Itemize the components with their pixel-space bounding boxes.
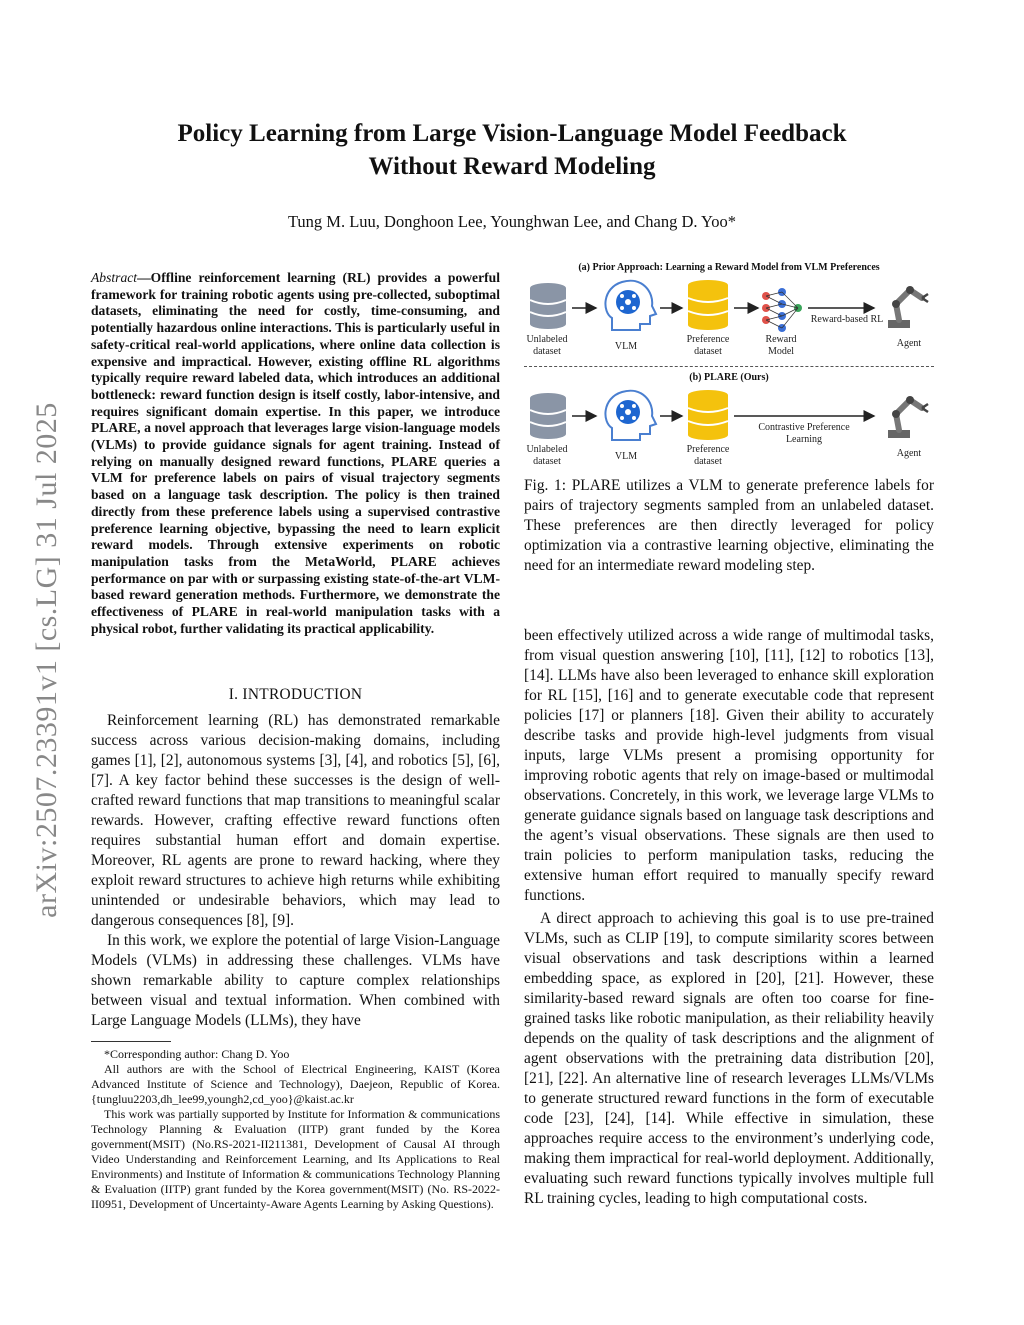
abstract-label: Abstract: [91, 270, 138, 285]
footnote-funding: This work was partially supported by Institute for Information & communications Technology Planning & Evaluation (IITP) grant funded by the Korea government(MSIT) (No.RS-2021-II211381, Development of Causal AI through Video Understanding and Reinforcement Learning, and Its Applications to Real Environments) and Institute of Information & communications Technology Planning & Evaluation (IITP) grant funded by the Korea government(MSIT) (No. RS-2022-II0951, Development of Uncertainty-Aware Agents Learning by Asking Questions).: [91, 1107, 500, 1211]
intro-paragraph-2: In this work, we explore the potential of large Vision-Language Models (VLMs) in addressing these challenges. VLMs have shown remarkable ability to capture complex relationships between visual and textual information. When combined with Large Language Models (LLMs), they have: [91, 932, 500, 1029]
label-vlm-b: VLM: [614, 451, 638, 462]
section-heading-introduction: I. INTRODUCTION: [228, 686, 363, 703]
footnotes: [91, 1047, 500, 1212]
footnote-corresponding: *Corresponding author: Chang D. Yoo: [104, 1047, 290, 1061]
abstract: [91, 270, 500, 637]
robot-arm-icon: [888, 286, 928, 328]
figure-1: [524, 258, 934, 473]
intro-column-left: [91, 711, 500, 1031]
arxiv-identifier: [32, 375, 62, 945]
paper-title: [100, 117, 924, 183]
label-reward-model: Reward Model: [765, 334, 797, 357]
right-paragraph-2: A direct approach to achieving this goal is to use pre-trained VLMs, such as CLIP [19], to compute similarity scores between visual observations and task descriptions within a learned embedding space, as explored in [20], [21]. However, these similarity-based reward signals are often too coarse for fine-grained tasks like robotic manipulation, as their reliability heavily depends on the quality of task descriptions and the alignment of agent observations with the pretraining data distribution [20], [21], [22]. An alternative line of research leverages LLMs/VLMs to generate structured reward functions in the form of executable code [23], [24], [14]. While effective in simulation, these approaches require access to the environment’s underlying code, making them impractical for real-world deployment. Additionally, evaluating such reward functions typically involves multiple full RL training cycles, leading to high computational costs.: [524, 910, 934, 1207]
intro-paragraph-1: Reinforcement learning (RL) has demonstrated remarkable success across various decision-making domains, including games [1], [2], autonomous systems [3], [4], and robotics [5], [6], [7]. A key factor behind these successes is the design of well-crafted reward functions that map transitions to meaningful scalar rewards. However, crafting effective reward functions often requires substantial human effort and domain expertise. Moreover, RL agents are prone to reward hacking, where they exploit reward structures to achieve high returns while exhibiting unintended or undesirable behaviors, which may lead to dangerous consequences [8], [9].: [91, 712, 500, 929]
figure-a-title: (a) Prior Approach: Learning a Reward Model from VLM Preferences: [578, 262, 880, 273]
preference-database-icon: [688, 390, 728, 440]
label-unlabeled-dataset-a: Unlabeled dataset: [526, 334, 568, 357]
title-line-1: Policy Learning from Large Vision-Language Model Feedback: [177, 120, 847, 147]
abstract-text: —Offline reinforcement learning (RL) provides a powerful framework for training robotic agents using pre-collected, suboptimal datasets, eliminating the need for costly, time-consuming, and potentially hazardous online interactions. This is particularly useful in safety-critical real-world applications, where online data collection is expensive and impractical. However, existing offline RL algorithms typically require reward labeled data, which introduces an additional bottleneck: reward function design is itself costly, labor-intensive, and requires significant domain expertise. In this paper, we introduce PLARE, a novel approach that leverages large vision-language models (VLMs) to provide guidance signals for agent training. Instead of relying on manually designed reward functions, PLARE queries a VLM for preference labels on pairs of visual trajectory segments based on a language task description. The policy is then trained directly from these preference labels using a supervised contrastive preference learning objective, bypassing the need to learn explicit reward models. Through extensive experiments on robotic manipulation tasks from the MetaWorld, PLARE achieves performance on par with or surpassing existing state-of-the-art VLM-based reward generation methods. Furthermore, we demonstrate the effectiveness of PLARE in real-world manipulation tasks with a physical robot, further validating its practical applicability.: [91, 270, 500, 636]
author-list: Tung M. Luu, Donghoon Lee, Younghwan Lee, and Chang D. Yoo*: [287, 212, 737, 231]
right-paragraph-1: been effectively utilized across a wide range of multimodal tasks, from visual question answering [10], [11], [12] to robotics [13], [14]. LLMs have also been leveraged to enhance skill exploration for RL [15], [16] and to generate executable code that represent policies [17] or planners [18]. Given their ability to accurately describe tasks and provide high-level judgments from visual inputs, large VLMs present a promising opportunity for improving robotic agents that rely on image-based or multimodal observations. Concretely, in this work, we leverage large VLMs to generate guidance signals based on language task descriptions and the agent’s visual observations. These signals are then used to train policies to perform manipulation tasks, reducing the extensive human effort required to manually specify reward functions.: [524, 627, 934, 904]
label-unlabeled-dataset-b: Unlabeled dataset: [526, 444, 568, 467]
intro-column-right: [524, 626, 934, 1209]
label-contrastive-preference-learning: Contrastive Preference Learning: [758, 422, 850, 445]
footnote-rule: [91, 1041, 171, 1042]
arxiv-id-text: arXiv:2507.23391v1 [cs.LG] 31 Jul 2025: [30, 402, 63, 918]
label-preference-dataset-a: Preference dataset: [686, 334, 730, 357]
title-line-2: Without Reward Modeling: [368, 153, 656, 180]
figure-b-title: (b) PLARE (Ours): [689, 372, 769, 383]
figure-1-caption: Fig. 1: PLARE utilizes a VLM to generate preference labels for pairs of trajectory segments sampled from an unlabeled dataset. These preferences are then directly leveraged for policy optimization via a contrastive learning objective, eliminating the need for an intermediate reward modeling step.: [524, 477, 934, 574]
label-vlm-a: VLM: [614, 341, 638, 352]
label-agent-b: Agent: [896, 448, 922, 459]
robot-arm-icon: [888, 396, 928, 438]
label-preference-dataset-b: Preference dataset: [686, 444, 730, 467]
database-icon: [530, 393, 566, 439]
vlm-head-icon: [605, 391, 656, 440]
label-agent-a: Agent: [896, 338, 922, 349]
database-icon: [530, 283, 566, 329]
label-reward-based-rl: Reward-based RL: [810, 314, 884, 325]
figure-divider: [524, 366, 934, 367]
vlm-head-icon: [605, 281, 656, 330]
preference-database-icon: [688, 280, 728, 330]
footnote-affiliation: All authors are with the School of Electrical Engineering, KAIST (Korea Advanced Institute of Science and Technology), Daejeon, Republic of Korea. {tungluu2203,dh_lee99,youngh2,cd_yoo}@kaist.ac.kr: [91, 1062, 500, 1106]
reward-model-network-icon: [762, 288, 802, 332]
